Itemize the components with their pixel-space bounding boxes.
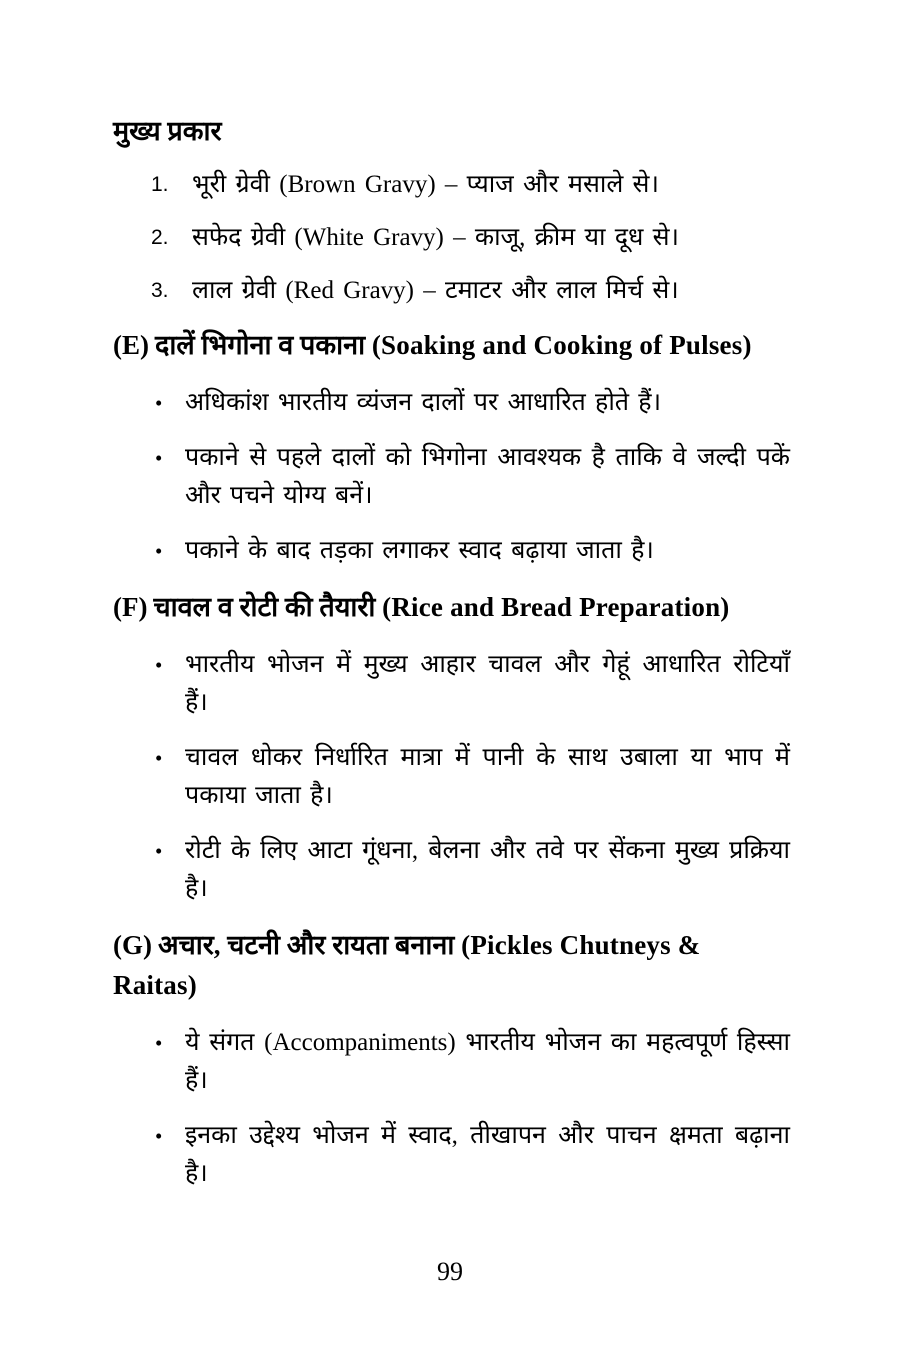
item-text: भूरी ग्रेवी (Brown Gravy) – प्याज और मसाले से। xyxy=(192,171,659,198)
list-item xyxy=(155,1117,790,1193)
pulses-bullet-list xyxy=(113,384,790,570)
list-item xyxy=(155,832,790,908)
item-number: 1. xyxy=(151,173,169,196)
item-text: रोटी के लिए आटा गूंधना, बेलना और तवे पर सेंकना मुख्य प्रक्रिया है। xyxy=(185,837,790,902)
item-text: चावल धोकर निर्धारित मात्रा में पानी के साथ उबाला या भाप में पकाया जाता है। xyxy=(185,744,790,809)
main-heading: मुख्य प्रकार xyxy=(113,116,222,146)
list-item xyxy=(151,219,790,257)
list-item xyxy=(151,272,790,310)
list-item xyxy=(155,1024,790,1100)
rice-bread-bullet-list xyxy=(113,646,790,908)
section-label: (F) xyxy=(113,592,148,622)
bullet-icon: • xyxy=(155,539,163,563)
item-text: पकाने से पहले दालों को भिगोना आवश्यक है ताकि वे जल्दी पकें और पचने योग्य बनें। xyxy=(185,444,790,509)
section-label: (G) xyxy=(113,930,152,960)
item-text: अधिकांश भारतीय व्यंजन दालों पर आधारित होते हैं। xyxy=(185,389,662,416)
page-number: 99 xyxy=(437,1257,463,1286)
section-title-english: (Pickles Chutneys & Raitas) xyxy=(113,930,701,1000)
section-heading-rice-bread xyxy=(113,587,790,627)
list-item xyxy=(155,739,790,815)
section-title-hindi: चावल व रोटी की तैयारी xyxy=(153,592,376,622)
item-text: पकाने के बाद तड़का लगाकर स्वाद बढ़ाया जाता है। xyxy=(185,537,654,564)
item-text: ये संगत (Accompaniments) भारतीय भोजन का महत्वपूर्ण हिस्सा हैं। xyxy=(185,1029,790,1094)
accompaniments-bullet-list xyxy=(113,1024,790,1193)
section-label: (E) xyxy=(113,330,149,360)
section-title-english: (Rice and Bread Preparation) xyxy=(382,592,730,622)
gravy-types-list xyxy=(113,166,790,310)
bullet-icon: • xyxy=(155,391,163,415)
list-item xyxy=(155,439,790,515)
list-item xyxy=(155,532,790,570)
item-number: 3. xyxy=(151,279,169,302)
list-item xyxy=(151,166,790,204)
list-item xyxy=(155,646,790,722)
bullet-icon: • xyxy=(155,1124,163,1148)
item-text: भारतीय भोजन में मुख्य आहार चावल और गेहूं आधारित रोटियाँ हैं। xyxy=(185,651,790,716)
bullet-icon: • xyxy=(155,653,163,677)
section-title-english: (Soaking and Cooking of Pulses) xyxy=(371,330,752,360)
section-title-hindi: अचार, चटनी और रायता बनाना xyxy=(157,930,455,960)
section-title-hindi: दालें भिगोना व पकाना xyxy=(155,330,366,360)
list-item xyxy=(155,384,790,422)
bullet-icon: • xyxy=(155,839,163,863)
item-text: लाल ग्रेवी (Red Gravy) – टमाटर और लाल मिर्च से। xyxy=(192,277,679,304)
bullet-icon: • xyxy=(155,1031,163,1055)
section-heading-accompaniments xyxy=(113,925,790,1005)
section-heading-pulses xyxy=(113,325,790,365)
item-number: 2. xyxy=(151,226,169,249)
item-text: इनका उद्देश्य भोजन में स्वाद, तीखापन और पाचन क्षमता बढ़ाना है। xyxy=(185,1122,790,1187)
bullet-icon: • xyxy=(155,746,163,770)
item-text: सफेद ग्रेवी (White Gravy) – काजू, क्रीम या दूध से। xyxy=(192,224,679,251)
bullet-icon: • xyxy=(155,446,163,470)
